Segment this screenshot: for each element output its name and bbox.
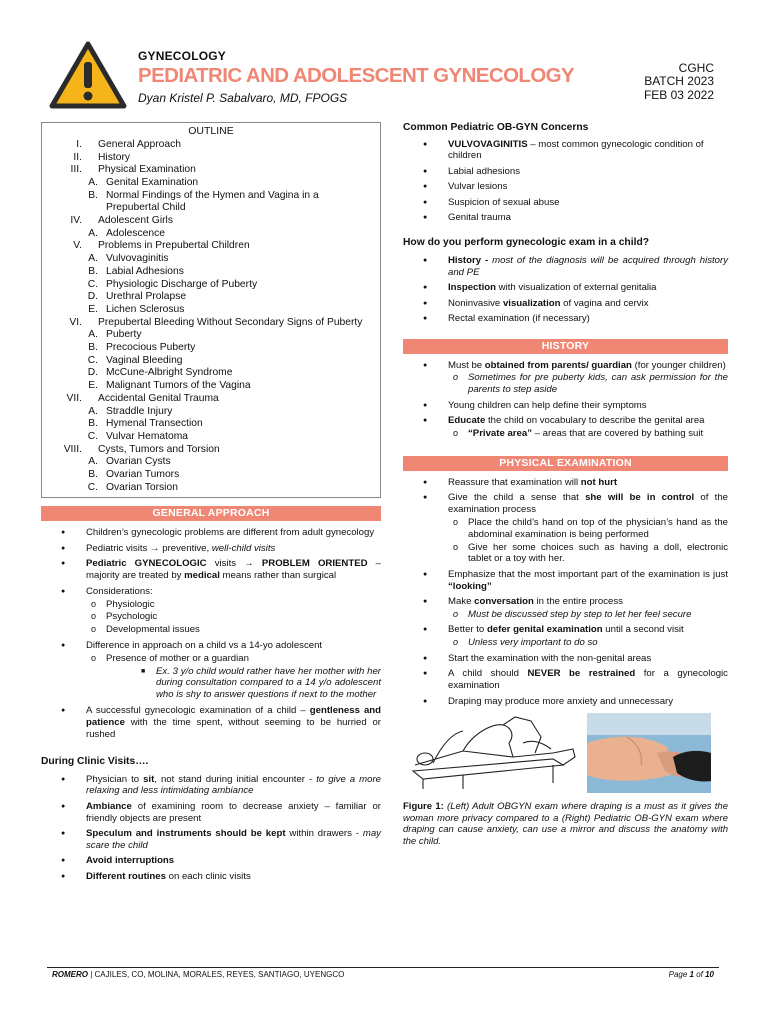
list-item: ● Suspicion of sexual abuse	[403, 197, 728, 209]
outline-item	[46, 164, 376, 177]
list-item: ● Labial adhesions	[403, 166, 728, 178]
outline-letter: A.	[88, 456, 98, 468]
outline-subitem	[46, 279, 376, 292]
outline-item	[46, 139, 376, 152]
footer-authors: ROMERO | CAJILES, CO, MOLINA, MORALES, REYES, SANTIAGO, UYENGCO	[52, 970, 345, 979]
outline-subitem	[46, 304, 376, 317]
clinic-visits-heading: During Clinic Visits….	[41, 755, 149, 767]
outline-subtext: Ovarian Torsion	[106, 481, 178, 493]
list-item: ● Start the examination with the non-genital areas	[403, 653, 728, 665]
considerations-list	[86, 599, 381, 637]
outline-item	[46, 393, 376, 406]
outline-subitem	[46, 253, 376, 266]
outline-text: Prepubertal Bleeding Without Secondary Signs of Puberty	[98, 316, 363, 328]
list-item: o “Private area” – areas that are covered by bathing suit	[448, 428, 728, 440]
outline-subtext: Vulvar Hematoma	[106, 430, 189, 442]
outline-letter: A.	[88, 253, 98, 265]
outline-subitem	[46, 291, 376, 304]
date-label: FEB 03 2022	[643, 87, 714, 102]
list-item: ● Different routines on each clinic visits	[41, 871, 381, 883]
list-item: ● Noninvasive visualization of vagina and cervix	[403, 298, 728, 310]
sub-list	[448, 372, 728, 396]
list-item: o Give her some choices such as having a doll, electronic tablet or a toy with her.	[448, 542, 728, 566]
outline-subtext: Labial Adhesions	[106, 265, 184, 277]
outline-title: OUTLINE	[188, 125, 234, 137]
outline-letter: B.	[88, 342, 98, 354]
outline-item	[46, 444, 376, 457]
list-item: o Developmental issues	[86, 624, 381, 636]
outline-text: Problems in Prepubertal Children	[98, 240, 250, 252]
outline-subitem	[46, 190, 376, 215]
outline-number: IV.	[70, 215, 82, 227]
outline-subtext: Urethral Prolapse	[106, 291, 187, 303]
list-item: ● History - most of the diagnosis will be acquired through history and PE	[403, 255, 728, 279]
outline-subitem	[46, 266, 376, 279]
history-list	[403, 360, 728, 440]
list-item: ● Vulvar lesions	[403, 181, 728, 193]
list-item: ● Must be obtained from parents/ guardian (for younger children) o Sometimes for pre puberty kids, can ask permission for the parents to step aside	[403, 360, 728, 397]
list-item: ● Better to defer genital examination until a second visit o Unless very important to do so	[403, 624, 728, 649]
outline-letter: C.	[87, 481, 98, 493]
pediatric-exam-photo	[587, 713, 711, 793]
outline-text: Accidental Genital Trauma	[98, 392, 219, 404]
list-item: ● Avoid interruptions	[41, 855, 381, 867]
list-item: ● Make conversation in the entire process o Must be discussed step by step to let her feel secure	[403, 596, 728, 621]
batch-label: BATCH 2023	[644, 74, 714, 89]
outline-list	[46, 139, 376, 495]
outline-item	[46, 152, 376, 165]
outline-subitem	[46, 418, 376, 431]
warning-triangle-icon	[48, 40, 128, 110]
list-item: ● Young children can help define their symptoms	[403, 400, 728, 412]
list-item: ● Ambiance of examining room to decrease anxiety – familiar or friendly objects are present	[41, 801, 381, 825]
outline-subtext: Adolescence	[106, 227, 165, 239]
section-history: HISTORY	[403, 339, 728, 354]
list-item: o Presence of mother or a guardian ■ Ex. 3 y/o child would rather have her mother with her during consultation compared to a 14 y/o adolescent who is shy to answer questions if next to the mother	[86, 653, 381, 702]
outline-subtext: Normal Findings of the Hymen and Vagina in a Prepubertal Child	[106, 189, 319, 214]
outline-subtext: Vaginal Bleeding	[106, 354, 183, 366]
list-item: o Physiologic	[86, 599, 381, 611]
outline-letter: C.	[87, 430, 98, 442]
figure-images	[403, 713, 728, 793]
outline-subitem	[46, 342, 376, 355]
outline-subtext: Puberty	[106, 329, 142, 341]
figure-caption: Figure 1: (Left) Adult OBGYN exam where draping is a must as it gives the woman more privacy compared to a (Right) Pediatric OB-GYN exam where draping can cause anxiety, can use a mirror and discuss the anatomy with the child.	[403, 801, 728, 847]
outline-number: I.	[76, 138, 82, 150]
outline-subitem	[46, 482, 376, 495]
sub-list	[448, 428, 728, 440]
list-item: ● Physician to sit, not stand during initial encounter - to give a more relaxing and less intimidating ambiance	[41, 774, 381, 798]
outline-letter: B.	[88, 189, 98, 201]
list-item: ● Pediatric GYNECOLOGIC visits → PROBLEM ORIENTED – majority are treated by medical means rather than surgical	[41, 558, 381, 582]
outline-subtext: Straddle Injury	[106, 405, 173, 417]
list-item: ● A child should NEVER be restrained for a gynecologic examination	[403, 668, 728, 692]
list-item: ● Give the child a sense that she will be in control of the examination process o Place the child’s hand on top of the physician’s hand as the abdominal examination is being performed o Give her some choices such as having a doll, electronic tablet or a toy with her.	[403, 492, 728, 565]
org-label: CGHC	[678, 61, 714, 75]
outline-text: Physical Examination	[98, 164, 196, 176]
outline-number: V.	[73, 240, 82, 252]
list-item: ● Reassure that examination will not hurt	[403, 477, 728, 489]
outline-number: II.	[73, 151, 82, 163]
list-item: ● Pediatric visits → preventive, well-child visits	[41, 543, 381, 555]
outline-subitem	[46, 469, 376, 482]
outline-subitem	[46, 228, 376, 241]
list-item: ● Difference in approach on a child vs a 14-yo adolescent o Presence of mother or a guardian ■ Ex. 3 y/o child would rather have her mother with her during consultation compared to a 14 y/o adolescent who is shy to answer questions if next to the mother	[41, 640, 381, 702]
adult-exam-drawing	[403, 713, 581, 793]
list-item: ● Inspection with visualization of external genitalia	[403, 282, 728, 294]
exam-how-list	[403, 255, 728, 325]
outline-text: General Approach	[98, 138, 182, 150]
outline-letter: A.	[88, 176, 98, 188]
outline-subtext: Malignant Tumors of the Vagina	[106, 380, 251, 392]
outline-item	[46, 240, 376, 253]
header-meta	[644, 62, 714, 102]
exam-how-heading: How do you perform gynecologic exam in a child?	[403, 237, 650, 249]
list-item: o Unless very important to do so	[448, 637, 728, 649]
author: Dyan Kristel P. Sabalvaro, MD, FPOGS	[138, 91, 348, 105]
outline-subitem	[46, 329, 376, 342]
outline-number: III.	[70, 164, 82, 176]
outline-letter: B.	[88, 418, 98, 430]
outline-letter: C.	[87, 278, 98, 290]
outline-letter: B.	[88, 469, 98, 481]
list-item: o Must be discussed step by step to let her feel secure	[448, 609, 728, 621]
outline-subtext: Lichen Sclerosus	[106, 303, 185, 315]
concerns-list	[403, 139, 728, 224]
outline-subtext: Hymenal Transection	[106, 418, 203, 430]
general-approach-list	[41, 527, 381, 740]
sub-list	[448, 609, 728, 621]
outline-subitem	[46, 380, 376, 393]
outline-letter: B.	[88, 265, 98, 277]
outline-subtext: Ovarian Cysts	[106, 456, 171, 468]
sub-sub-list	[86, 666, 381, 702]
list-item: o Psychologic	[86, 611, 381, 623]
outline-subitem	[46, 431, 376, 444]
outline-subitem	[46, 177, 376, 190]
outline-number: VI.	[69, 316, 82, 328]
list-item: ● Children’s gynecologic problems are different from adult gynecology	[41, 527, 381, 539]
outline-letter: C.	[87, 354, 98, 366]
outline-letter: E.	[88, 380, 98, 392]
list-item: ● Genital trauma	[403, 212, 728, 224]
outline-subitem	[46, 456, 376, 469]
list-item: ● Emphasize that the most important part of the examination is just “looking”	[403, 569, 728, 593]
outline-subitem	[46, 367, 376, 380]
outline-letter: E.	[88, 303, 98, 315]
outline-letter: A.	[88, 329, 98, 341]
outline-number: VII.	[66, 392, 82, 404]
sub-list	[86, 653, 381, 702]
outline-letter: A.	[88, 227, 98, 239]
outline-text: Adolescent Girls	[98, 215, 173, 227]
outline-subtext: McCune-Albright Syndrome	[106, 367, 233, 379]
outline-subtext: Genital Examination	[106, 176, 199, 188]
list-item: ● Rectal examination (if necessary)	[403, 313, 728, 325]
outline-subitem	[46, 355, 376, 368]
page-title: PEDIATRIC AND ADOLESCENT GYNECOLOGY	[138, 64, 575, 87]
section-general-approach: GENERAL APPROACH	[41, 506, 381, 521]
outline-item	[46, 215, 376, 228]
list-item: ■ Ex. 3 y/o child would rather have her mother with her during consultation compared to a 14 y/o adolescent who is shy to answer questions if next to the mother	[86, 666, 381, 702]
outline-subtext: Vulvovaginitis	[106, 253, 169, 265]
outline-letter: A.	[88, 405, 98, 417]
outline-number: VIII.	[63, 443, 82, 455]
sub-list	[448, 637, 728, 649]
clinic-visits-list	[41, 774, 381, 883]
outline-subtext: Physiologic Discharge of Puberty	[106, 278, 258, 290]
sub-list	[448, 517, 728, 566]
outline-subtext: Ovarian Tumors	[106, 469, 180, 481]
outline-letter: D.	[87, 291, 98, 303]
outline-text: Cysts, Tumors and Torsion	[98, 443, 220, 455]
page-number: Page 1 of 10	[668, 970, 714, 979]
concerns-heading: Common Pediatric OB-GYN Concerns	[403, 122, 589, 133]
pe-list	[403, 477, 728, 708]
list-item: ● Considerations: o Physiologic o Psychologic o Developmental issues	[41, 586, 381, 637]
right-column	[403, 122, 728, 847]
list-item: ● Educate the child on vocabulary to describe the genital area o “Private area” – areas that are covered by bathing suit	[403, 415, 728, 440]
section-physical-examination: PHYSICAL EXAMINATION	[403, 456, 728, 471]
footer-divider	[47, 967, 719, 968]
outline-text: History	[98, 151, 131, 163]
outline-letter: D.	[87, 367, 98, 379]
outline-subitem	[46, 406, 376, 419]
list-item: o Place the child’s hand on top of the physician’s hand as the abdominal examination is being performed	[448, 517, 728, 541]
list-item: o Sometimes for pre puberty kids, can ask permission for the parents to step aside	[448, 372, 728, 396]
left-column	[41, 122, 381, 886]
subject-label: GYNECOLOGY	[138, 49, 227, 63]
list-item: ● VULVOVAGINITIS – most common gynecologic condition of children	[403, 139, 728, 163]
outline-box	[41, 122, 381, 498]
list-item: ● Draping may produce more anxiety and unnecessary	[403, 696, 728, 708]
list-item: ● A successful gynecologic examination of a child – gentleness and patience with the time spent, without seeming to be hurried or rushed	[41, 705, 381, 741]
outline-subtext: Precocious Puberty	[106, 342, 196, 354]
list-item: ● Speculum and instruments should be kept within drawers - may scare the child	[41, 828, 381, 852]
outline-item	[46, 317, 376, 330]
